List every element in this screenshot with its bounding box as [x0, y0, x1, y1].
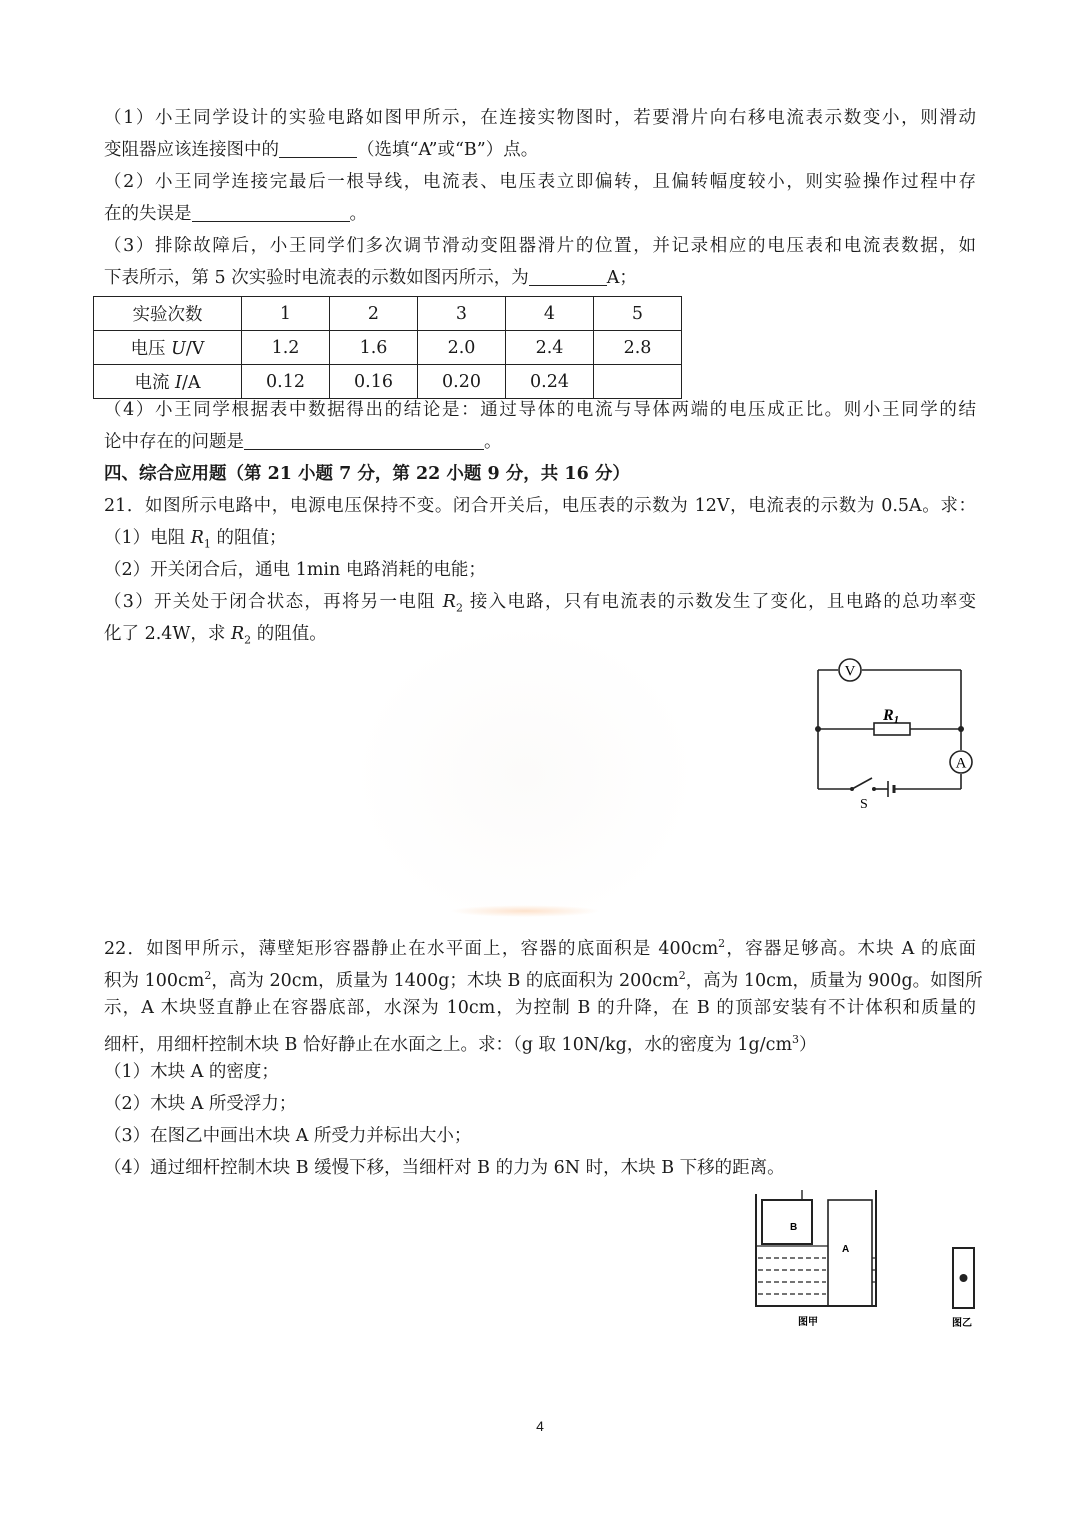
q22-line2: 积为 $100cm^2$，高为 20cm，质量为 1400g；木块 B 的底面积为 $200cm^2$，高为 10cm，质量为 900g。如图所 [104, 969, 983, 991]
ammeter-label: A [955, 755, 967, 772]
table-cell: 2.4 [506, 331, 594, 365]
q20-part3-line2: 下表所示，第 5 次实验时电流表的示数如图丙所示，为 A； [104, 268, 637, 288]
table-header-cell: 实验次数 [94, 297, 242, 331]
page-number: 4 [536, 1418, 544, 1434]
table-header-cell: 5 [594, 297, 682, 331]
q22-part4: （4）通过细杆控制木块 B 缓慢下移，当细杆对 B 的力为 6N 时，木块 B 下移的距离。 [104, 1158, 785, 1178]
table-row [94, 297, 682, 331]
q22-part1: （1）木块 A 的密度； [104, 1062, 279, 1082]
q21-part3-line2: 化了 2.4W，求 $R_2$ 的阻值。 [104, 624, 327, 647]
scan-shadow [355, 625, 695, 925]
resistor-label: R1 [883, 707, 900, 726]
answer-blank[interactable] [192, 203, 350, 222]
q21-part2: （2）开关闭合后，通电 1min 电路消耗的电能； [104, 560, 486, 580]
figure-yi [942, 1240, 982, 1335]
table-cell-empty[interactable] [594, 365, 682, 399]
row-label-current: 电流 I/A [94, 365, 242, 399]
center-dot-icon [960, 1274, 968, 1282]
figure-jia-caption: 图甲 [798, 1317, 818, 1328]
section-4-heading: 四、综合应用题（第 21 小题 7 分，第 22 小题 9 分，共 16 分） [104, 464, 630, 484]
answer-blank[interactable] [244, 431, 484, 450]
figure-jia-container [748, 1186, 883, 1331]
answer-blank[interactable] [279, 139, 357, 158]
table-cell: 1.6 [330, 331, 418, 365]
table-header-cell: 1 [242, 297, 330, 331]
q21-part1: （1）电阻 $R_1$ 的阻值； [104, 528, 287, 551]
q20-part2-line2: 在的失误是 。 [104, 204, 367, 224]
table-header-cell: 4 [506, 297, 594, 331]
table-cell: 0.20 [418, 365, 506, 399]
q22-part3: （3）在图乙中画出木块 A 所受力并标出大小； [104, 1126, 472, 1146]
table-cell: 1.2 [242, 331, 330, 365]
q20-part1-line1: （1）小王同学设计的实验电路如图甲所示，在连接实物图时，若要滑片向右移电流表示数变小，则滑动 [104, 108, 976, 128]
table-cell: 2.8 [594, 331, 682, 365]
answer-blank[interactable] [529, 267, 607, 286]
table-cell: 2.0 [418, 331, 506, 365]
circuit-diagram [800, 652, 980, 822]
q20-part3-line1: （3）排除故障后，小王同学们多次调节滑动变阻器滑片的位置，并记录相应的电压表和电流表数据，如 [104, 236, 976, 256]
row-label-voltage: 电压 U/V [94, 331, 242, 365]
scan-shadow-edge [450, 905, 600, 917]
q22-line3: 示，A 木块竖直静止在容器底部，水深为 10cm，为控制 B 的升降，在 B 的顶部安装有不计体积和质量的 [104, 998, 976, 1018]
experiment-data-table [93, 296, 682, 399]
q20-part2-line1: （2）小王同学连接完最后一根导线，电流表、电压表立即偏转，且偏转幅度较小，则实验操作过程中存 [104, 172, 976, 192]
voltmeter-label: V [844, 663, 856, 680]
table-header-cell: 3 [418, 297, 506, 331]
q22-line1: 22．如图甲所示，薄壁矩形容器静止在水平面上，容器的底面积是 $400cm^2$，容器足够高。木块 A 的底面 [104, 937, 976, 959]
q20-part4-line2: 论中存在的问题是 。 [104, 432, 502, 452]
switch-label: S [860, 797, 868, 812]
q20-part4-line1: （4）小王同学根据表中数据得出的结论是：通过导体的电流与导体两端的电压成正比。则小王同学的结 [104, 400, 976, 420]
q22-part2: （2）木块 A 所受浮力； [104, 1094, 297, 1114]
table-header-cell: 2 [330, 297, 418, 331]
q21-part3-line1: （3）开关处于闭合状态，再将另一电阻 $R_2$ 接入电路，只有电流表的示数发生了变化，且电路的总功率变 [104, 592, 976, 615]
table-row [94, 331, 682, 365]
q22-line4: 细杆，用细杆控制木块 B 恰好静止在水面之上。求：（g 取 10N/kg，水的密度为 $1g/cm^3$） [104, 1033, 817, 1055]
q21-stem: 21．如图所示电路中，电源电压保持不变。闭合开关后，电压表的示数为 12V，电流表的示数为 0.5A。求： [104, 496, 976, 516]
table-cell: 0.24 [506, 365, 594, 399]
table-row [94, 365, 682, 399]
table-cell: 0.16 [330, 365, 418, 399]
block-a-label: A [842, 1244, 850, 1255]
block-b-label: B [790, 1222, 798, 1233]
table-cell: 0.12 [242, 365, 330, 399]
q20-part1-line2: 变阻器应该连接图中的 （选填“A”或“B”）点。 [104, 140, 539, 160]
figure-yi-caption: 图乙 [952, 1318, 972, 1329]
